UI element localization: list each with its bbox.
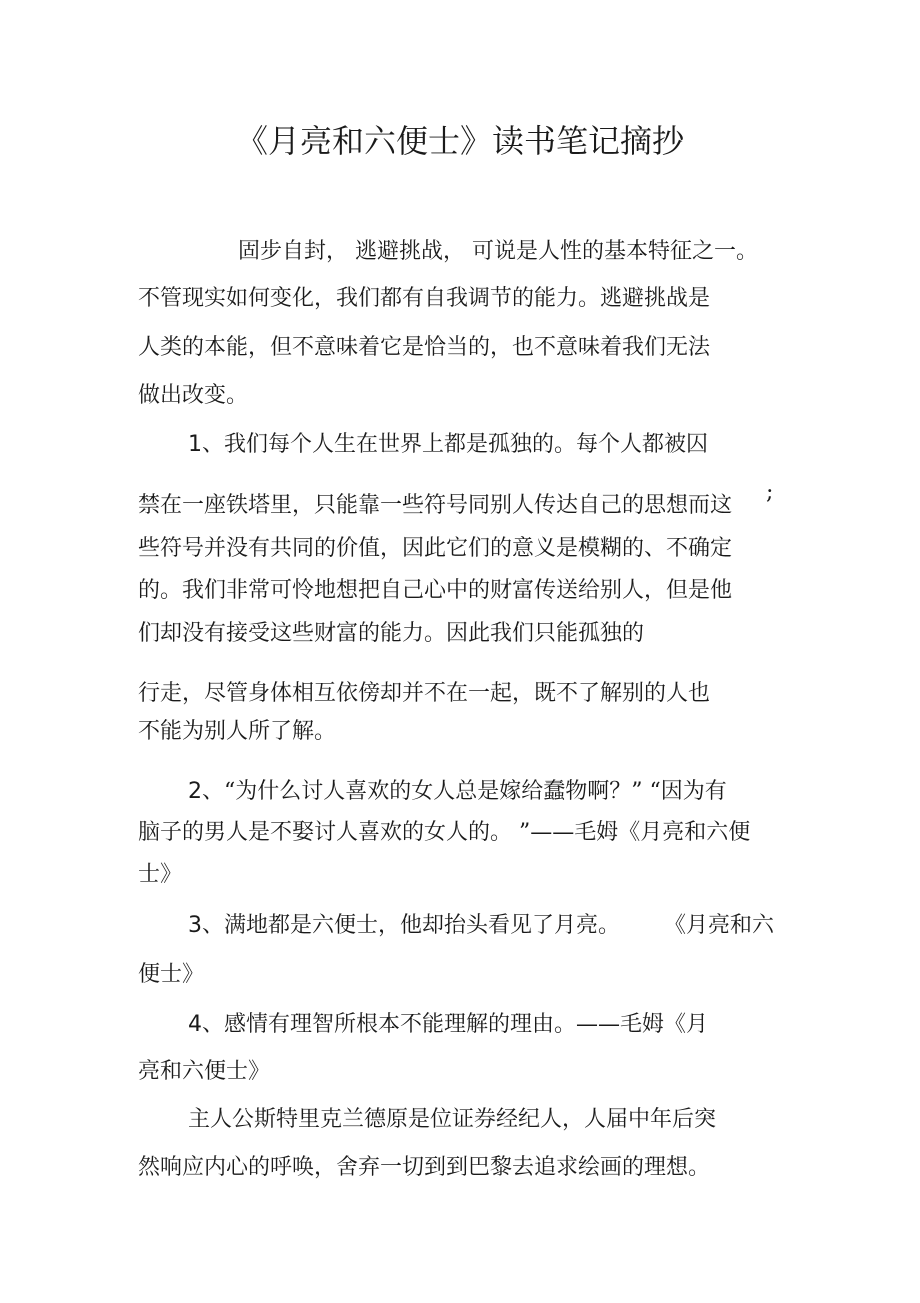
item-4-line-2: 亮和六便士》: [138, 1059, 271, 1084]
item-2-line-1: [188, 777, 727, 807]
item-1-line-6: 行走，尽管身体相互依傍却并不在一起，既不了解别的人也: [138, 681, 711, 706]
item-1-line-1: [188, 430, 708, 460]
item-1-number: 1: [188, 432, 202, 457]
item-1-line-3: 些符号并没有共同的价值，因此它们的意义是模糊的、不确定: [138, 536, 733, 561]
page-title: 《月亮和六便士》读书笔记摘抄: [235, 122, 684, 160]
item-4-text-1: 、感情有理智所根本不能理解的理由。——毛姆《月: [202, 1012, 709, 1037]
item-2-line-3: 士》: [138, 862, 183, 887]
item-2-number: 2: [188, 779, 202, 804]
intro-line-3: 人类的本能，但不意味着它是恰当的，也不意味着我们无法: [138, 335, 711, 360]
item-2-text-1: 、“为什么讨人喜欢的女人总是嫁给蠢物啊？” “因为有: [202, 779, 727, 804]
item-4-number: 4: [188, 1012, 202, 1037]
item-3-line-1: [188, 911, 620, 941]
closing-line-1: 主人公斯特里克兰德原是位证券经纪人，人届中年后突: [188, 1107, 717, 1132]
item-1-line-5: 们却没有接受这些财富的能力。因此我们只能孤独的: [138, 621, 645, 646]
item-1-line-4: 的。我们非常可怜地想把自己心中的财富传送给别人，但是他: [138, 578, 733, 603]
item-4-line-1: [188, 1010, 708, 1040]
item-3-text-1: 、满地都是六便士，他却抬头看见了月亮。: [202, 913, 621, 938]
item-1-line-2: 禁在一座铁塔里，只能靠一些符号同别人传达自己的思想而这: [138, 493, 733, 518]
closing-line-2: 然响应内心的呼唤，舍弃一切到到巴黎去追求绘画的理想。: [138, 1155, 711, 1180]
intro-line-4: 做出改变。: [138, 383, 249, 408]
item-2-line-2: 脑子的男人是不娶讨人喜欢的女人的。 ”——毛姆《月亮和六便: [138, 820, 751, 845]
item-1-text-1: 、我们每个人生在世界上都是孤独的。每个人都被囚: [202, 432, 709, 457]
item-1-line-7: 不能为别人所了解。: [138, 719, 337, 744]
intro-line-2: 不管现实如何变化，我们都有自我调节的能力。逃避挑战是: [138, 286, 711, 311]
item-3-line-2: 便士》: [138, 962, 205, 987]
item-3-line-1b: 《月亮和六: [664, 913, 775, 938]
item-3-number: 3: [188, 913, 202, 938]
item-1-mark: ;: [766, 480, 774, 505]
intro-line-1: 固步自封， 逃避挑战， 可说是人性的基本特征之一。: [238, 239, 758, 264]
